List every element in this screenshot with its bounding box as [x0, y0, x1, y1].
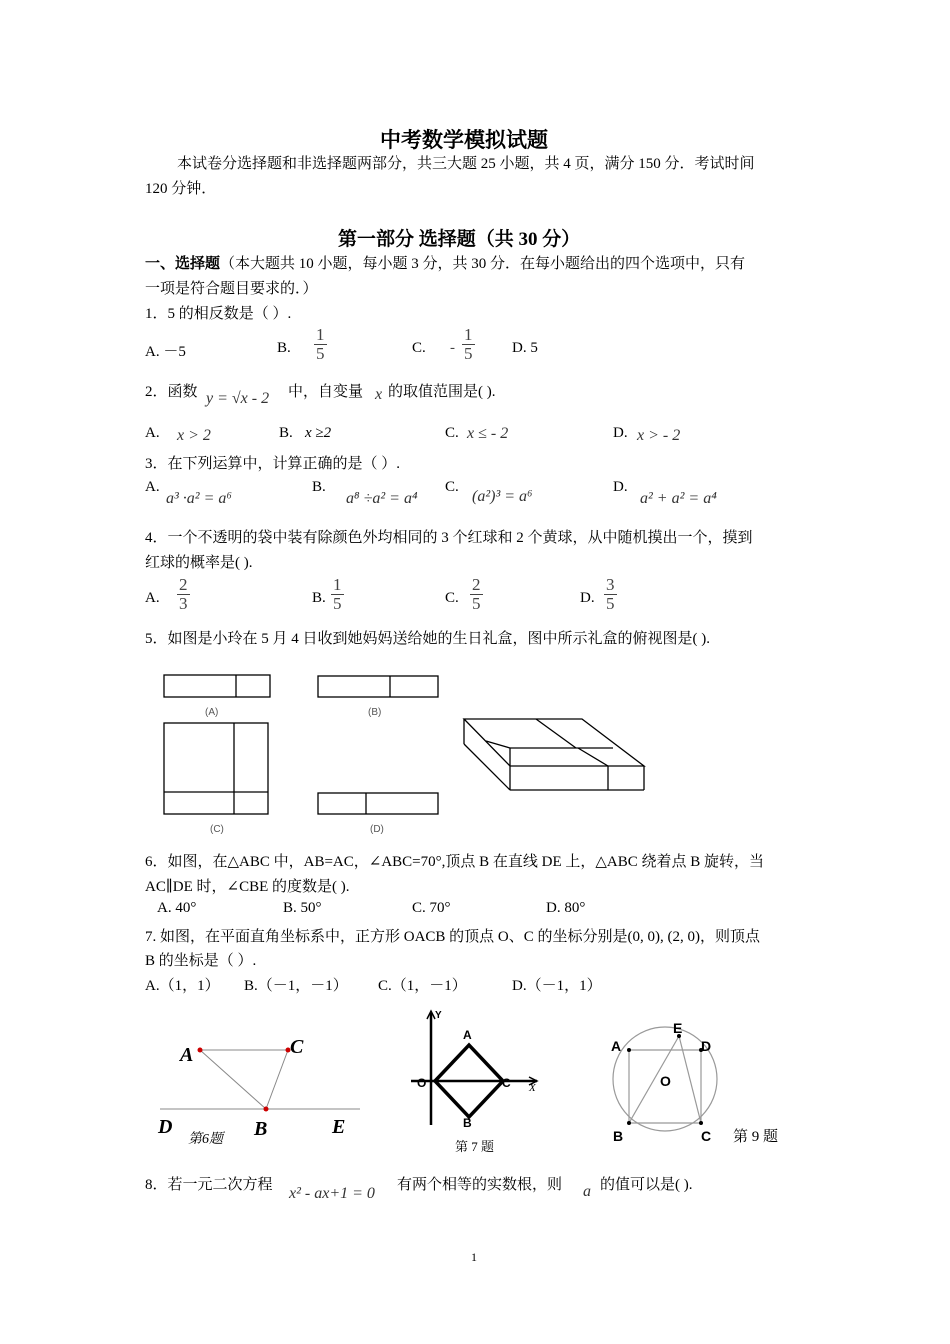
fig9-label-o: O — [660, 1073, 671, 1089]
q5-stem: 5．如图是小玲在 5 月 4 日收到她妈妈送给她的生日礼盒，图中所示礼盒的俯视图是( ). — [145, 631, 710, 647]
q5-label-a: (A) — [205, 707, 219, 718]
q5-gift-box — [464, 719, 644, 790]
fig6-label-b: B — [254, 1118, 268, 1140]
q8-stem-c: 的值可以是( ). — [600, 1177, 693, 1193]
fig6-caption: 第6题 — [188, 1132, 223, 1147]
q8-stem-a: 8．若一元二次方程 — [145, 1177, 273, 1193]
fig7-label-a: A — [463, 1028, 472, 1042]
q7-option-c: C.（1，－1） — [378, 978, 467, 994]
intro-line-1: 本试卷分选择题和非选择题两部分，共三大题 25 小题，共 4 页，满分 150 分．考试时间 — [177, 156, 755, 172]
fig7-caption: 第 7 题 — [455, 1139, 495, 1154]
q3-option-a: a³ ·a² = a⁶ — [166, 490, 232, 507]
fig9-label-d: D — [701, 1038, 712, 1054]
q6-option-b: B. 50° — [283, 900, 322, 916]
q1-option-a: A. －5 — [145, 344, 186, 360]
fig9-label-c: C — [701, 1128, 712, 1144]
q2-option-a: x > 2 — [177, 427, 211, 444]
q1-c-minus: - — [450, 340, 455, 356]
fig6-label-a: A — [180, 1044, 194, 1066]
fig7-coordinate-square — [405, 1003, 550, 1158]
fig9-caption: 第 9 题 — [733, 1129, 779, 1145]
q2-stem-c: 的取值范围是( ). — [388, 384, 496, 400]
q4-b-den: 5 — [333, 593, 342, 613]
q4-stem-2: 红球的概率是( ). — [145, 555, 253, 571]
fig9-circle — [605, 1013, 805, 1153]
section1-desc: （本大题共 10 小题，每小题 3 分，共 30 分．在每小题给出的四个选项中，只有 — [220, 256, 746, 272]
q3-stem: 3．在下列运算中，计算正确的是（ ）. — [145, 456, 401, 472]
q1-c-num: 1 — [464, 325, 473, 344]
q8-equation: x² - ax+1 = 0 — [289, 1185, 375, 1202]
q4-d-num: 3 — [606, 575, 615, 594]
q4-a-num: 2 — [179, 575, 188, 594]
fig7-label-c: C — [502, 1076, 511, 1090]
q4-option-d — [604, 576, 617, 613]
q2-function: y = √x - 2 — [206, 390, 270, 407]
q5-label-c: (C) — [210, 824, 224, 835]
q7-option-b: B.（－1，－1） — [244, 978, 348, 994]
q1-option-c-frac — [462, 326, 475, 363]
q2-option-c: x ≤ - 2 — [467, 425, 509, 442]
q5-label-d: (D) — [370, 824, 384, 835]
fig7-label-y: Y — [435, 1010, 442, 1021]
fig7-label-b: B — [463, 1116, 472, 1130]
q7-stem-1: 7. 如图，在平面直角坐标系中，正方形 OACB 的顶点 O、C 的坐标分别是(0, 0), (2, 0)，则顶点 — [145, 929, 760, 945]
fig9-label-b: B — [613, 1128, 624, 1144]
q2-stem-b: 中，自变量 — [288, 384, 364, 400]
q2-c-label: C. — [445, 425, 459, 441]
q8-var: a — [583, 1183, 591, 1200]
q4-a-label: A. — [145, 590, 160, 606]
fig6-label-d: D — [158, 1116, 173, 1138]
q7-option-a: A.（1，1） — [145, 978, 220, 994]
q4-c-num: 2 — [472, 575, 481, 594]
fig6-point-b — [264, 1107, 269, 1112]
q4-d-den: 5 — [606, 593, 615, 613]
fig7-label-o: O — [417, 1076, 427, 1090]
q6-option-a: A. 40° — [157, 900, 197, 916]
q6-stem-1: 6．如图，在△ABC 中，AB=AC，∠ABC=70°,顶点 B 在直线 DE 上，△ABC 绕着点 B 旋转，当 — [145, 854, 765, 870]
q3-c-label: C. — [445, 479, 459, 495]
q8-stem-b: 有两个相等的实数根，则 — [397, 1177, 563, 1193]
section1-desc-line-1 — [145, 252, 745, 273]
q5-option-c-shape — [164, 723, 268, 814]
q1-b-den: 5 — [316, 343, 325, 363]
q2-d-label: D. — [613, 425, 628, 441]
q3-option-b: a⁸ ÷a² = a⁴ — [346, 490, 418, 507]
q6-option-d: D. 80° — [546, 900, 586, 916]
q7-option-d: D.（－1，1） — [512, 978, 602, 994]
q5-option-d-shape — [318, 793, 438, 814]
q2-stem-a: 2．函数 — [145, 384, 198, 400]
fig6-triangle — [150, 1025, 365, 1150]
fig9-label-a: A — [611, 1038, 622, 1054]
section1-desc-line-2: 一项是符合题目要求的．） — [145, 281, 318, 297]
intro-line-2: 120 分钟． — [145, 181, 217, 197]
q4-b-num: 1 — [333, 575, 342, 594]
q6-option-c: C. 70° — [412, 900, 451, 916]
q3-b-label: B. — [312, 479, 326, 495]
q2-option-b: x ≥2 — [305, 425, 332, 441]
q5-option-b-shape — [318, 676, 438, 697]
q2-b-label: B. — [279, 425, 293, 441]
page-number: 1 — [471, 1250, 477, 1264]
q5-option-a-shape — [164, 675, 270, 697]
q4-option-c — [470, 576, 483, 613]
fig6-label-e: E — [332, 1116, 346, 1138]
fig6-label-c: C — [290, 1036, 304, 1058]
q1-option-b-label: B. — [277, 340, 291, 356]
page-title: 中考数学模拟试题 — [380, 128, 548, 152]
q4-b-label: B. — [312, 590, 326, 606]
q1-c-den: 5 — [464, 343, 473, 363]
q3-d-label: D. — [613, 479, 628, 495]
q7-stem-2: B 的坐标是（ ）. — [145, 953, 257, 969]
q6-stem-2: AC∥DE 时，∠CBE 的度数是( ). — [145, 879, 350, 895]
q1-option-b-frac — [314, 326, 327, 363]
q4-option-a — [177, 576, 190, 613]
q4-stem-1: 4．一个不透明的袋中装有除颜色外均相同的 3 个红球和 2 个黄球，从中随机摸出一个，摸到 — [145, 530, 753, 546]
q4-c-den: 5 — [472, 593, 481, 613]
section1-heading: 一、选择题 — [145, 256, 221, 272]
q4-a-den: 3 — [179, 593, 188, 613]
q1-b-num: 1 — [316, 325, 325, 344]
q3-a-label: A. — [145, 479, 160, 495]
q4-c-label: C. — [445, 590, 459, 606]
q3-option-c: (a²)³ = a⁶ — [472, 488, 533, 505]
fig7-label-x: X — [529, 1082, 536, 1094]
fig9-label-e: E — [673, 1020, 683, 1036]
q1-stem: 1．5 的相反数是（ ）. — [145, 306, 292, 322]
q2-option-d: x > - 2 — [637, 427, 681, 444]
q2-var: x — [375, 386, 383, 403]
q2-a-label: A. — [145, 425, 160, 441]
q3-option-d: a² + a² = a⁴ — [640, 490, 717, 507]
q5-figure — [150, 665, 660, 840]
q4-d-label: D. — [580, 590, 595, 606]
q1-option-c-label: C. — [412, 340, 426, 356]
fig6-point-a — [198, 1048, 203, 1053]
q4-option-b — [331, 576, 344, 613]
q5-label-b: (B) — [368, 707, 382, 718]
part1-title: 第一部分 选择题（共 30 分） — [338, 229, 581, 250]
q1-option-d: D. 5 — [512, 340, 538, 356]
